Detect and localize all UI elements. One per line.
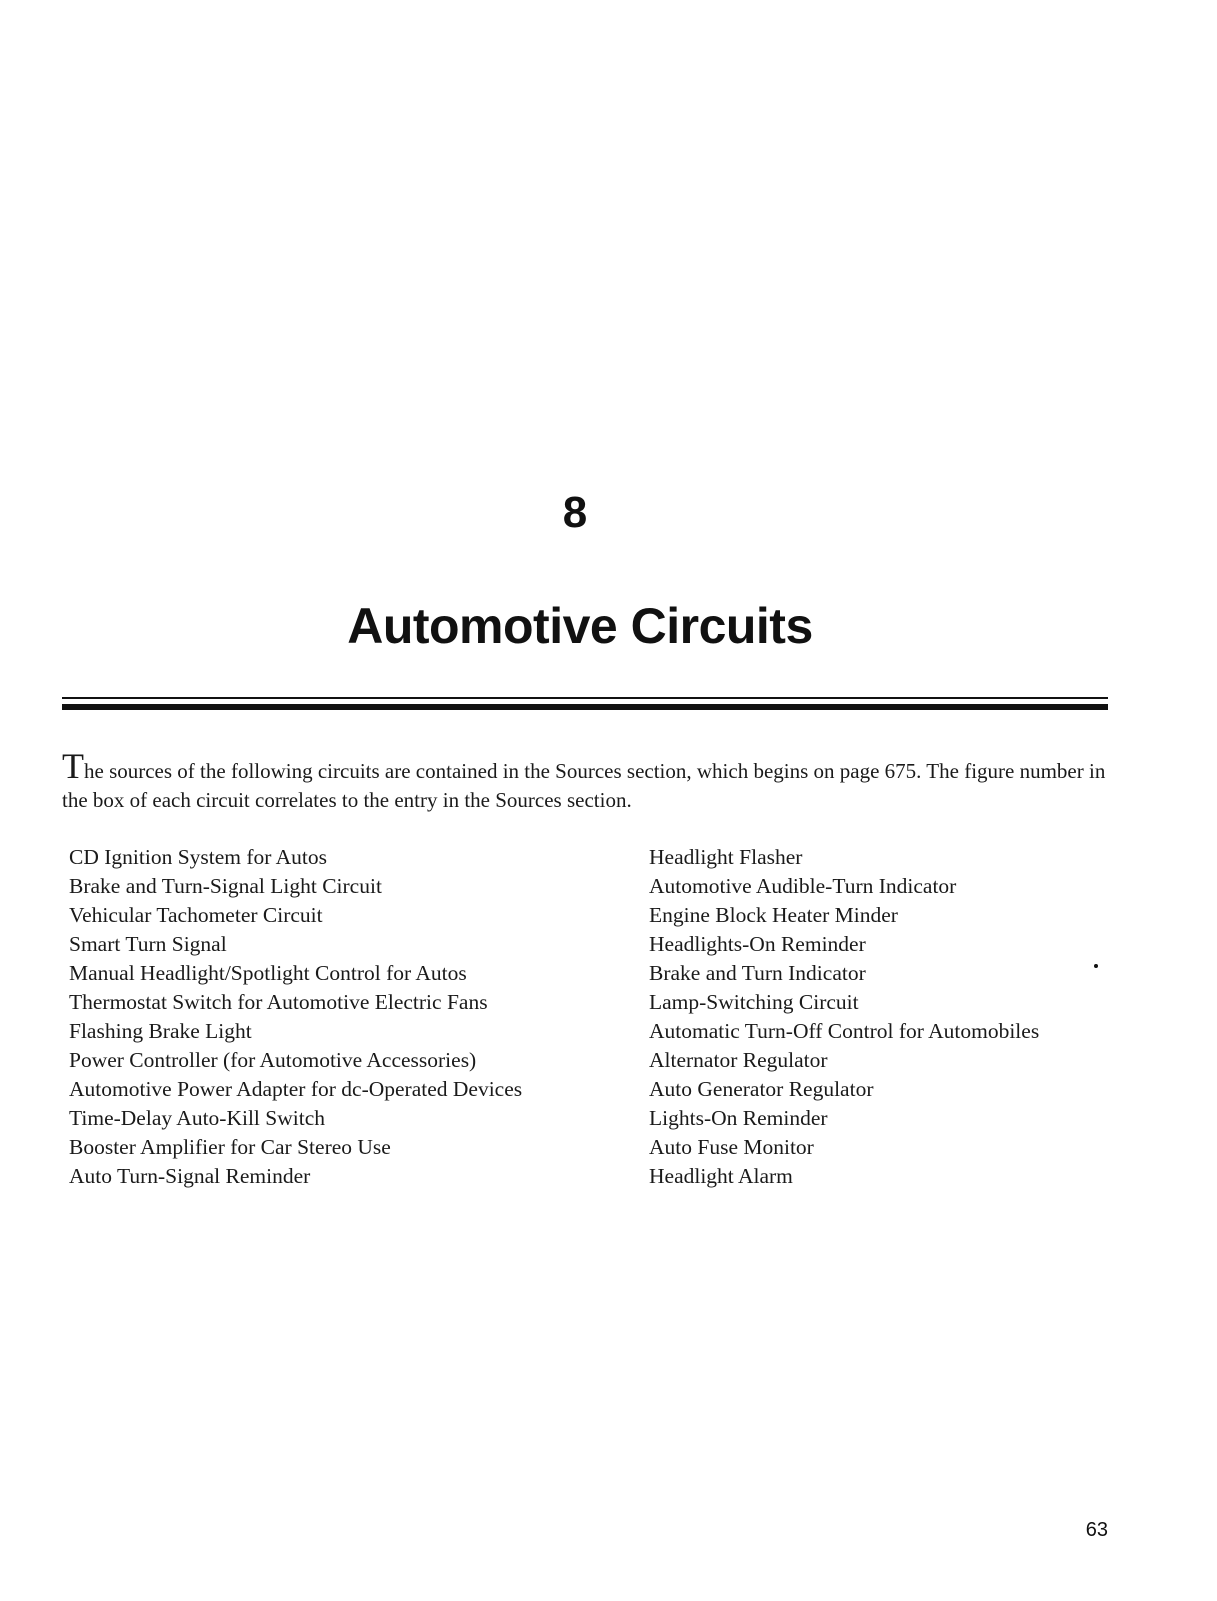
scan-speck [1094, 964, 1098, 968]
circuit-list-left [69, 843, 522, 1191]
circuit-list-item: Lamp-Switching Circuit [649, 990, 859, 1014]
intro-dropcap: T [62, 746, 84, 786]
circuit-list-item: Time-Delay Auto-Kill Switch [69, 1106, 326, 1130]
circuit-list-item: CD Ignition System for Autos [69, 845, 328, 869]
title-rule-thick [62, 704, 1108, 710]
page-number: 63 [1085, 1519, 1108, 1541]
circuit-list-item: Power Controller (for Automotive Accessories) [69, 1048, 477, 1072]
title-rule-thin [62, 697, 1108, 699]
intro-paragraph [62, 746, 1112, 815]
circuit-list-item: Headlights-On Reminder [649, 932, 866, 956]
circuit-list-item: Automotive Power Adapter for dc-Operated Devices [69, 1077, 523, 1101]
intro-text: he sources of the following circuits are contained in the Sources section, which begins on page 675. The figure number in the box of each circuit correlates to the entry in the Sources section. [62, 759, 1106, 812]
circuit-list-item: Automotive Audible-Turn Indicator [649, 874, 957, 898]
circuit-list-item: Headlight Flasher [649, 845, 803, 869]
circuit-list-item: Alternator Regulator [649, 1048, 828, 1072]
circuit-list-item: Auto Turn-Signal Reminder [69, 1164, 311, 1188]
circuit-list-item: Engine Block Heater Minder [649, 903, 898, 927]
circuit-list-right [649, 843, 1039, 1191]
circuit-list-item: Brake and Turn-Signal Light Circuit [69, 874, 382, 898]
circuit-list-item: Auto Fuse Monitor [649, 1135, 814, 1159]
chapter-number: 8 [562, 488, 588, 537]
circuit-list-item: Flashing Brake Light [69, 1019, 252, 1043]
circuit-list-item: Vehicular Tachometer Circuit [69, 903, 323, 927]
circuit-list-item: Manual Headlight/Spotlight Control for Autos [69, 961, 467, 985]
circuit-list-item: Headlight Alarm [649, 1164, 793, 1188]
circuit-list-item: Smart Turn Signal [69, 932, 227, 956]
circuit-list-item: Lights-On Reminder [649, 1106, 828, 1130]
circuit-list-item: Brake and Turn Indicator [649, 961, 866, 985]
circuit-list-item: Thermostat Switch for Automotive Electric Fans [69, 990, 488, 1014]
circuit-list-item: Automatic Turn-Off Control for Automobiles [649, 1019, 1040, 1043]
circuit-list-item: Booster Amplifier for Car Stereo Use [69, 1135, 391, 1159]
chapter-title: Automotive Circuits [347, 598, 813, 654]
circuit-list-item: Auto Generator Regulator [649, 1077, 874, 1101]
